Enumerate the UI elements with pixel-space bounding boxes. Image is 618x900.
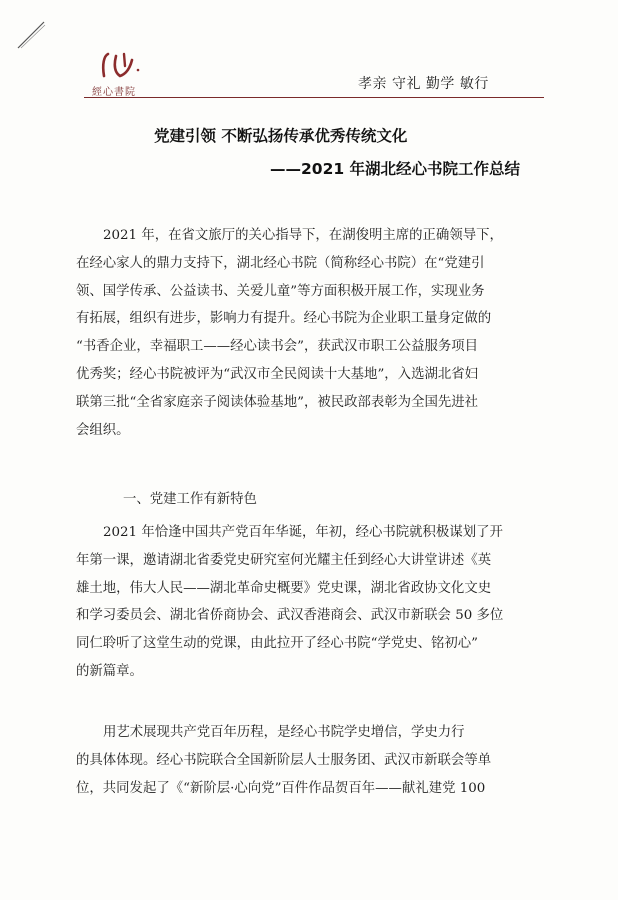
- logo-text: 經心書院: [92, 87, 136, 98]
- text-line: 领、国学传承、公益读书、关爱儿童”等方面积极开展工作，实现业务: [76, 283, 485, 299]
- text-line: 位，共同发起了《“新阶层·心向党”百件作品贺百年——献礼建党 100: [76, 780, 486, 796]
- text-line: 优秀奖；经心书院被评为“武汉市全民阅读十大基地”，入选湖北省妇: [76, 366, 479, 382]
- text-line: 2021 年恰逢中国共产党百年华诞，年初，经心书院就积极谋划了开: [103, 525, 503, 540]
- section-heading: 一、党建工作有新特色: [123, 492, 257, 507]
- document-subtitle: ——2021 年湖北经心书院工作总结: [270, 160, 521, 178]
- text-line: 2021 年，在省文旅厅的关心指导下，在湖俊明主席的正确领导下，: [103, 228, 503, 243]
- text-line: 的新篇章。: [76, 663, 143, 679]
- logo-icon: [98, 50, 142, 82]
- text-line: 用艺术展现共产党百年历程，是经心书院学史增信，学史力行: [103, 725, 465, 740]
- text-line: 同仁聆听了这堂生动的党课，由此拉开了经心书院“学党史、铭初心”: [76, 636, 479, 652]
- text-line: 年第一课，邀请湖北省委党史研究室何光耀主任到经心大讲堂讲述《英: [76, 552, 492, 568]
- text-line: 联第三批“全省家庭亲子阅读体验基地”，被民政部表彰为全国先进社: [76, 394, 479, 410]
- text-line: 雄土地，伟大人民——湖北革命史概要》党史课，湖北省政协文化文史: [76, 580, 492, 596]
- paragraph-3: [76, 719, 532, 802]
- paragraph-1: [76, 222, 532, 444]
- document-title: 党建引领 不断弘扬传承优秀传统文化: [154, 127, 408, 145]
- text-line: 有拓展，组织有进步，影响力有提升。经心书院为企业职工量身定做的: [76, 311, 492, 327]
- text-line: 和学习委员会、湖北省侨商协会、武汉香港商会、武汉市新联会 50 多位: [76, 608, 504, 624]
- text-line: “书香企业，幸福职工——经心读书会”，获武汉市职工公益服务项目: [76, 339, 479, 355]
- paragraph-2: [76, 519, 532, 686]
- text-line: 会组织。: [76, 422, 130, 438]
- pen-mark-icon: [14, 18, 48, 52]
- text-line: 的具体体现。经心书院联合全国新阶层人士服务团、武汉市新联会等单: [76, 752, 492, 768]
- text-line: 在经心家人的鼎力支持下，湖北经心书院（简称经心书院）在“党建引: [76, 255, 485, 271]
- motto: 孝亲 守礼 勤学 敏行: [358, 76, 489, 92]
- header-divider: [84, 97, 544, 98]
